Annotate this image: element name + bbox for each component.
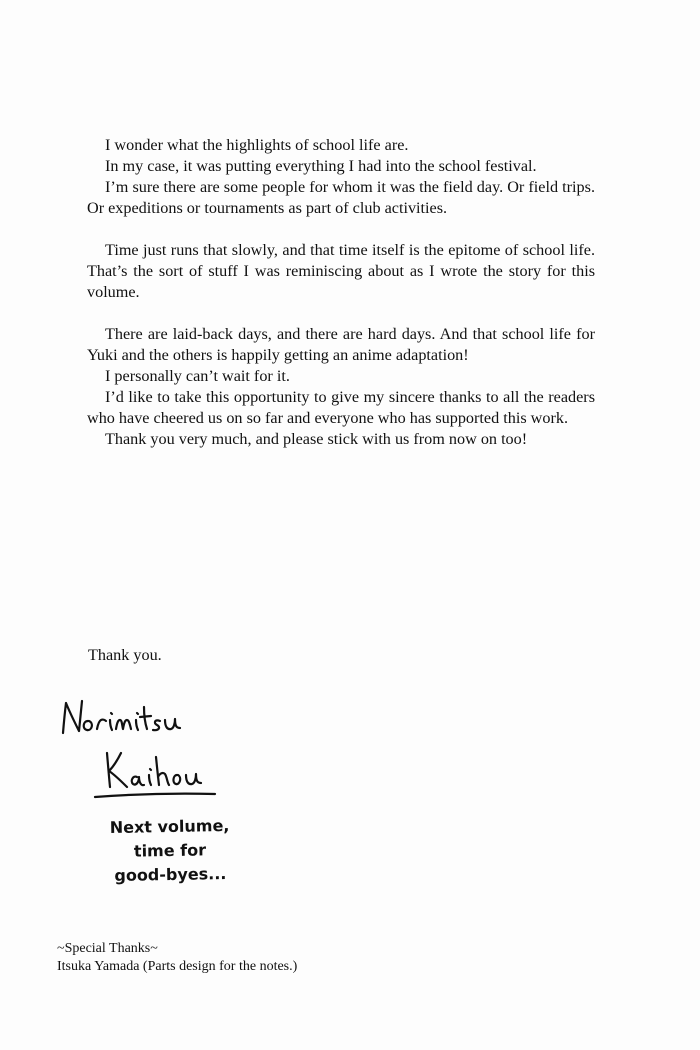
special-thanks-heading: ~Special Thanks~: [57, 941, 158, 956]
paragraph-3: [87, 324, 595, 450]
author-signature: [55, 695, 245, 810]
sentence: I wonder what the highlights of school life are.: [105, 136, 409, 154]
note-line: time for: [133, 840, 207, 861]
sentence: Thank you very much, and please stick with us from now on too!: [105, 430, 528, 448]
note-line: good-byes...: [114, 864, 227, 885]
sentence: Time just runs that slowly, and that time itself is the epitome of school life. That’s the sort of stuff I was reminiscing about as I wrote the story for this volume.: [87, 241, 595, 301]
sentence: There are laid-back days, and there are hard days. And that school life for Yuki and the others is happily getting an anime adaptation!: [87, 325, 595, 364]
paragraph-1: [87, 135, 595, 219]
note-line: Next volume,: [109, 815, 230, 838]
sentence: I’m sure there are some people for whom it was the field day. Or field trips. Or expeditions or tournaments as part of club activities.: [87, 178, 595, 217]
afterword-body: [87, 135, 595, 471]
sentence: In my case, it was putting everything I had into the school festival.: [105, 157, 537, 175]
sentence: I’d like to take this opportunity to give my sincere thanks to all the readers who have cheered us on so far and everyone who has supported this work.: [87, 388, 595, 427]
special-thanks: [57, 940, 297, 976]
handwritten-note: [79, 813, 260, 888]
sentence: I personally can’t wait for it.: [105, 367, 290, 385]
paragraph-2: [87, 240, 595, 303]
closing-thanks: Thank you.: [88, 646, 162, 664]
special-thanks-line: Itsuka Yamada (Parts design for the notes.): [57, 959, 298, 974]
